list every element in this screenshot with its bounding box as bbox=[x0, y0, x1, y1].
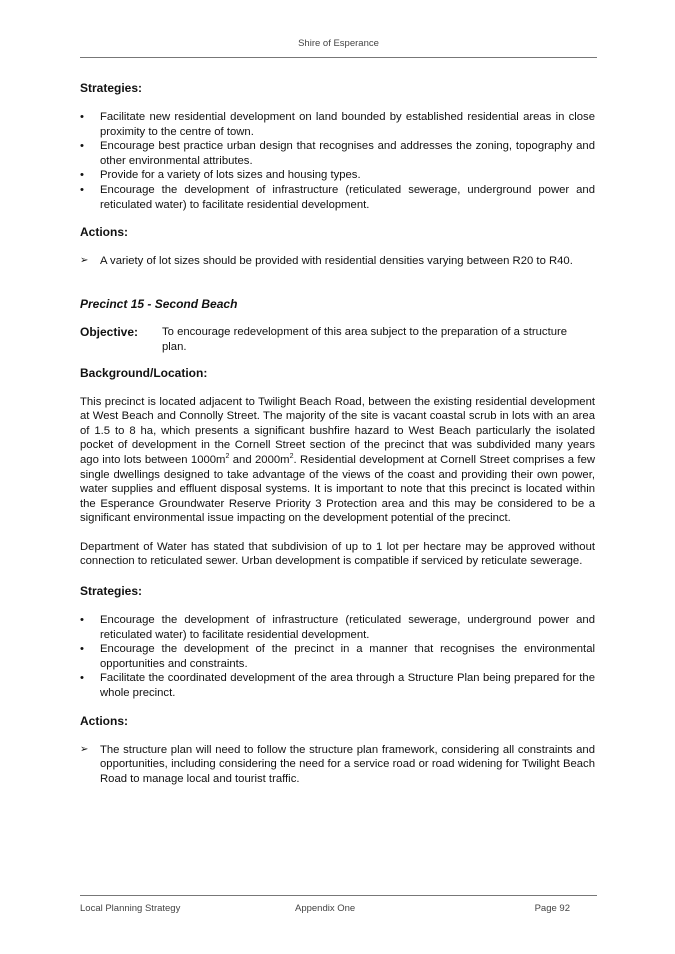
strategies-heading: Strategies: bbox=[80, 81, 143, 95]
actions-heading: Actions: bbox=[80, 713, 128, 728]
strategies-list bbox=[80, 613, 595, 701]
background-paragraph-2: Department of Water has stated that subdivision of up to 1 lot per hectare may be approved without connection to reticulated sewer. Urban development is compatible if serviced by reticulate sewerage. bbox=[80, 540, 595, 568]
footer-left: Local Planning Strategy bbox=[80, 903, 181, 914]
list-item: • Encourage the development of infrastructure (reticulated sewerage, underground power and reticulated water) to facilitate residential development. bbox=[80, 613, 595, 642]
strategies-list bbox=[80, 110, 595, 212]
list-item: • Provide for a variety of lots sizes and housing types. bbox=[80, 168, 595, 183]
objective-label: Objective: bbox=[80, 325, 139, 340]
precinct-number: Precinct 15 - bbox=[80, 296, 152, 311]
footer-divider bbox=[80, 895, 597, 896]
list-item: • Facilitate new residential development on land bounded by established residential areas in close proximity to the centre of town. bbox=[80, 110, 595, 139]
objective-text: To encourage redevelopment of this area subject to the preparation of a structure plan. bbox=[162, 326, 568, 353]
strategies-heading: Strategies: bbox=[80, 584, 143, 599]
background-paragraph-1: This precinct is located adjacent to Twilight Beach Road, between the existing residential development at West Beach and Connolly Street. The majority of the site is vacant coastal scrub in lots with an area of 1.5 to 8 ha, which presents a significant bushfire hazard to West Beach particularly the isolated pocket of development in the Cornell Street section of the precinct that was subdivided many years ago into lots between $1000m^2$ and $2000m^2$. Residential development at Cornell Street comprises a few single dwellings designed to take advantage of the views of the coast and providing their own power, water supplies and effluent disposal systems. It is important to note that this precinct is located within the Esperance Groundwater Reserve Priority 3 Protection area and this may be considered to be a significant environmental issue impacting on the development potential of the precinct. bbox=[80, 395, 596, 525]
page-content bbox=[80, 80, 595, 786]
page-number: Page 92 bbox=[534, 903, 570, 914]
precinct-name: Second Beach bbox=[154, 296, 238, 311]
list-item: • Facilitate the coordinated development of the area through a Structure Plan being prepared for the whole precinct. bbox=[80, 671, 595, 700]
background-heading: Background/Location: bbox=[80, 365, 208, 380]
precinct-title bbox=[80, 297, 595, 312]
page-header: Shire of Esperance bbox=[298, 38, 379, 49]
list-item: • Encourage best practice urban design that recognises and addresses the zoning, topography and other environmental attributes. bbox=[80, 139, 595, 168]
header-divider bbox=[80, 57, 597, 58]
actions-list bbox=[80, 254, 595, 269]
actions-heading: Actions: bbox=[80, 225, 128, 240]
objective-row bbox=[80, 325, 595, 354]
footer-center: Appendix One bbox=[295, 903, 356, 914]
actions-list bbox=[80, 743, 595, 787]
list-item: • Encourage the development of infrastructure (reticulated sewerage, underground power and reticulated water) to facilitate residential development. bbox=[80, 183, 595, 212]
list-item: • Encourage the development of the precinct in a manner that recognises the environmental opportunities and constraints. bbox=[80, 642, 595, 671]
list-item: ➢ A variety of lot sizes should be provided with residential densities varying between R20 to R40. bbox=[80, 254, 595, 269]
list-item: ➢ The structure plan will need to follow the structure plan framework, considering all constraints and opportunities, including considering the need for a service road or road widening for Twilight Beach Road to manage local and tourist traffic. bbox=[80, 743, 595, 787]
